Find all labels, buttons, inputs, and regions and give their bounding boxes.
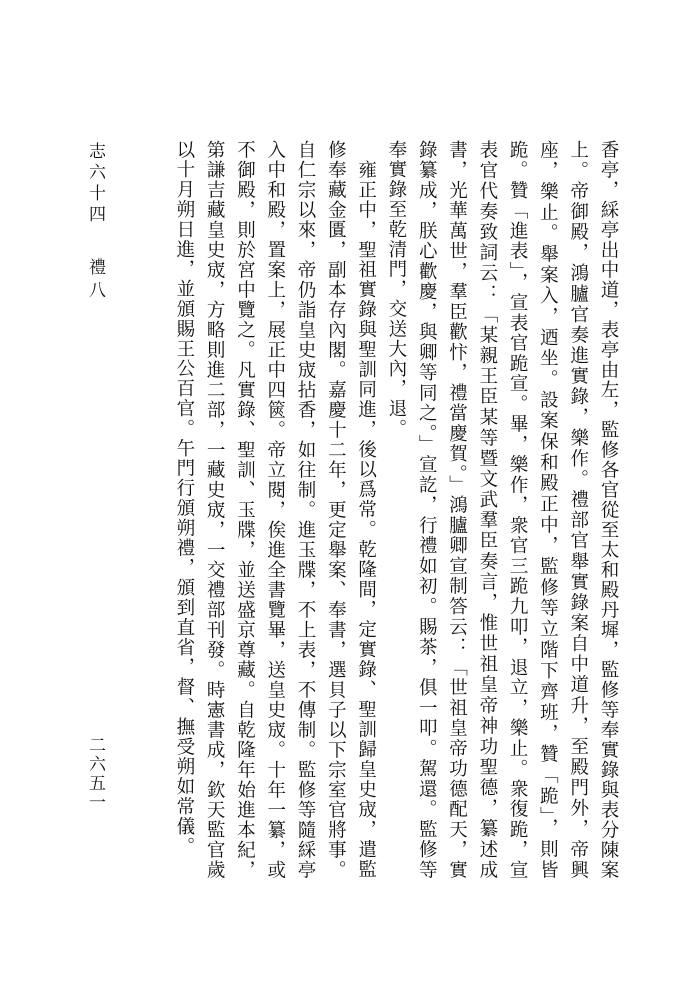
main-text — [153, 140, 623, 880]
running-title: 志六十四 — [85, 142, 105, 226]
paragraph: 雍正中，聖祖實錄與聖訓同進，後以爲常。乾隆間，定實錄、聖訓歸皇史宬，遣監修奉藏金匱，副本存內閣。嘉慶十二年，更定舉案、奉書，選貝子以下宗室官將事。自仁宗以來，帝仍詣皇史宬拈香，如往制。進玉牒，不上表，不傳制。監修等隨綵亭入中和殿，置案上，展正中四篋。帝立閱，俟進全書覽畢，送皇史宬。十年一纂，或不御殿，則於宮中覽之。凡實錄、聖訓、玉牒，並送盛京尊藏。自乾隆年始進本紀，第謙吉藏皇史宬，方略則進二部，一藏史宬，一交禮部刊發。時憲書成，欽天監官歲以十月朔日進，並頒賜王公百官。午門行頒朔禮，頒到直省，督、撫受朔如常儀。 — [173, 140, 377, 880]
section-title: 禮八 — [85, 258, 105, 304]
page-number: 二六五一 — [85, 736, 105, 812]
paragraph: 香亭，綵亭出中道，表亭由左，監修各官從至太和殿丹墀，監修等奉實錄與表分陳案上。帝御殿，鴻臚官奏進實錄，樂作。禮部官舉實錄案自中道升，至殿門外，帝興座，樂止。舉案入，迺坐。設案保和殿正中，監修等立階下齊班，贊「跪」，則皆跪。贊「進表」，宣表官跪宣。畢，樂作，衆官三跪九叩，退立，樂止。衆復跪，宣表官代奏致詞云：「某親王臣某等暨文武羣臣奏言，惟世祖皇帝神功聖德，纂述成書，光華萬世，羣臣歡忭，禮當慶賀。」鴻臚卿宣制答云：「世祖皇帝功德配天，實錄纂成，朕心歡慶，與卿等同之。」宣訖，行禮如初。賜茶，俱一叩。駕還。監修等奉實錄至乾清門，交送大內，退。 — [385, 140, 619, 880]
